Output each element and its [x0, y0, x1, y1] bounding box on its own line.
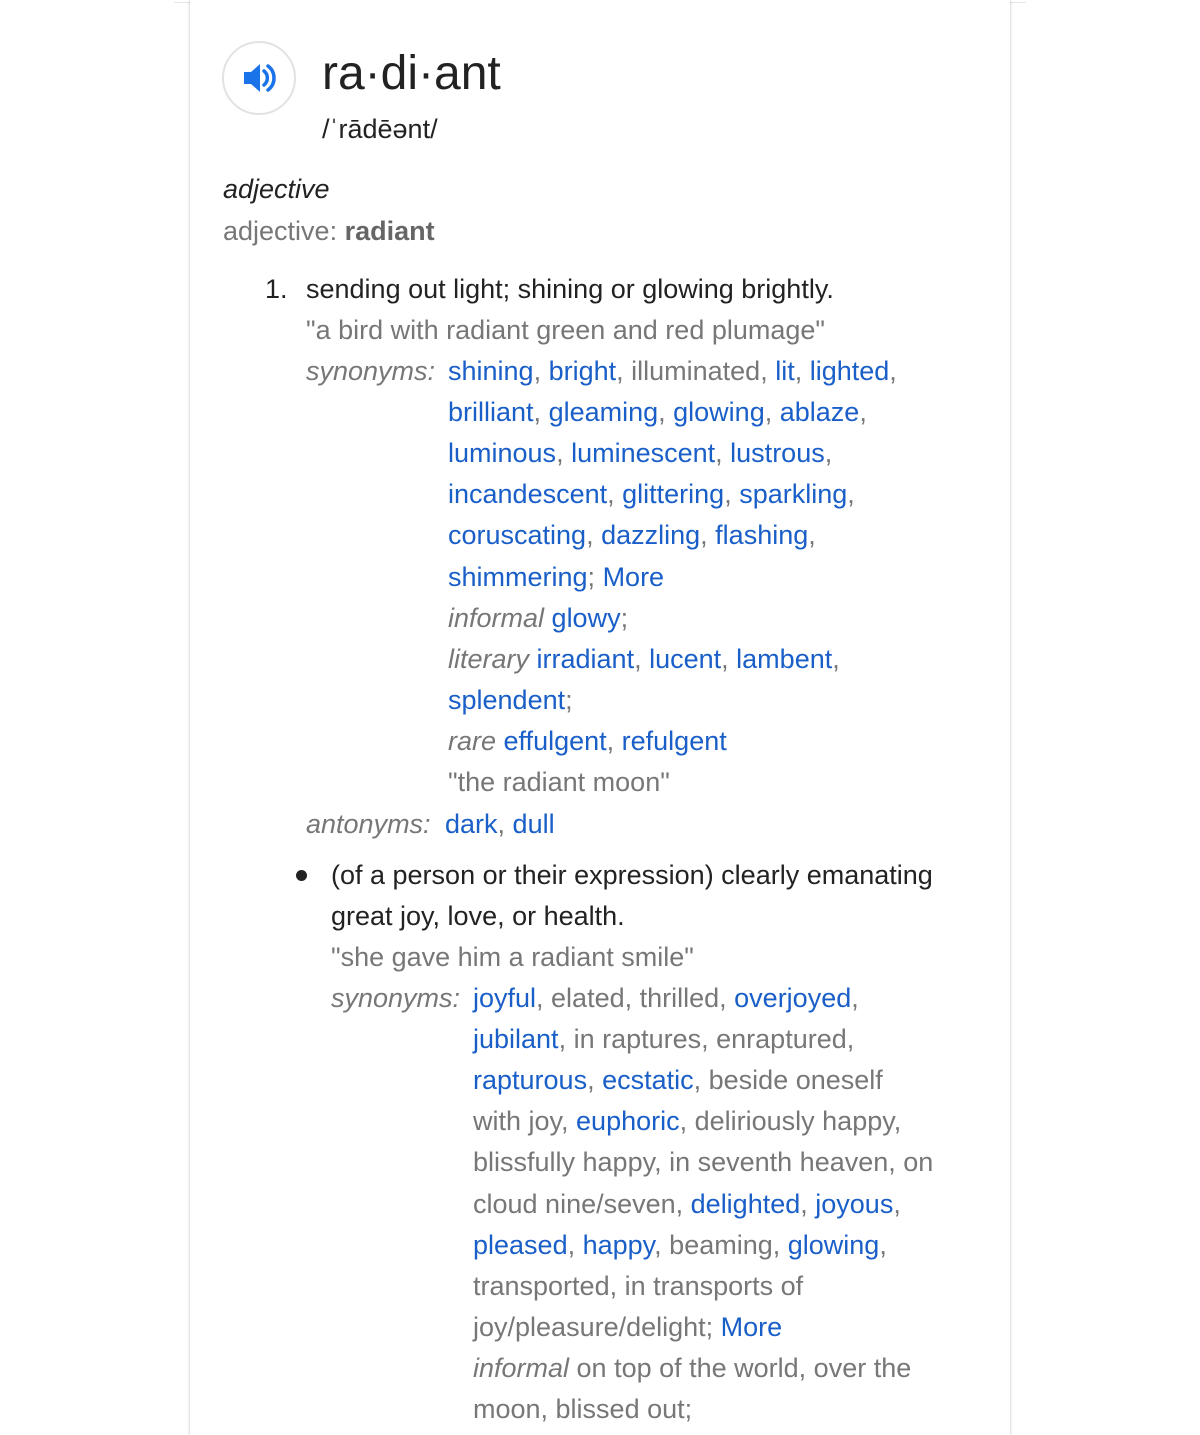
- synonym-text: ;: [620, 602, 629, 633]
- synonym-text: , in raptures, enraptured,: [558, 1024, 855, 1055]
- synonym-link[interactable]: flashing: [715, 520, 809, 551]
- sense2-synonyms-line: [473, 1351, 911, 1385]
- synonym-text: ,: [879, 1229, 887, 1260]
- synonym-link[interactable]: glowy: [551, 602, 621, 633]
- more-synonyms-link[interactable]: More: [720, 1311, 783, 1342]
- synonym-link[interactable]: dazzling: [601, 520, 701, 551]
- synonym-text: , beaming,: [654, 1229, 788, 1260]
- more-synonyms-link[interactable]: More: [602, 561, 665, 592]
- synonym-text: , elated, thrilled,: [536, 983, 735, 1013]
- sense1-synonyms-line: [448, 724, 727, 758]
- register-label: literary: [448, 643, 530, 674]
- synonym-text: ,: [851, 983, 859, 1013]
- sense1-synonyms-line: [448, 436, 832, 470]
- synonym-link[interactable]: brilliant: [448, 397, 534, 428]
- synonym-text: ,: [700, 520, 716, 551]
- synonym-text: "the radiant moon": [448, 767, 670, 797]
- sense2-example: "she gave him a radiant smile": [331, 942, 694, 972]
- synonym-link[interactable]: euphoric: [576, 1106, 680, 1137]
- register-label: rare: [448, 725, 497, 756]
- synonym-text: ,: [715, 438, 731, 469]
- sense2-synonyms-line: [473, 1310, 782, 1344]
- synonym-text: with joy,: [473, 1106, 577, 1137]
- synonym-link[interactable]: incandescent: [448, 479, 608, 510]
- synonym-link[interactable]: effulgent: [503, 725, 607, 756]
- synonym-text: joy/pleasure/delight;: [473, 1311, 721, 1342]
- volume-icon: [239, 58, 279, 98]
- pos-word: radiant: [344, 216, 435, 246]
- sense2-synonyms-line: [473, 1228, 887, 1262]
- pronunciation-speaker-button[interactable]: [222, 41, 296, 115]
- synonym-link[interactable]: gleaming: [548, 397, 659, 428]
- synonym-text: , deliriously happy,: [679, 1106, 902, 1137]
- synonym-link[interactable]: glittering: [622, 479, 725, 510]
- sense1-synonyms-line: [448, 601, 628, 635]
- synonym-text: ,: [533, 356, 549, 386]
- synonym-text: ,: [586, 520, 602, 551]
- synonym-link[interactable]: lucent: [649, 643, 722, 674]
- sense1-antonyms-label: antonyms:: [306, 809, 431, 839]
- synonym-link[interactable]: rapturous: [473, 1065, 588, 1096]
- synonym-text: ,: [808, 520, 816, 551]
- synonym-text: blissfully happy, in seventh heaven, on: [473, 1147, 934, 1178]
- synonym-link[interactable]: lambent: [736, 643, 833, 674]
- synonym-link[interactable]: jubilant: [473, 1024, 559, 1055]
- synonym-link[interactable]: coruscating: [448, 520, 587, 551]
- synonym-link[interactable]: dull: [512, 809, 555, 839]
- synonym-text: ,: [832, 643, 840, 674]
- sense1-antonyms-line: [445, 807, 555, 841]
- synonym-text: on top of the world, over the: [569, 1352, 912, 1383]
- pos-prefix: adjective:: [223, 216, 345, 246]
- sense1-synonyms-line: [448, 765, 670, 799]
- sense1-example: "a bird with radiant green and red plumage": [306, 315, 825, 345]
- synonym-text: ,: [859, 397, 867, 428]
- synonym-text: transported, in transports of: [473, 1270, 804, 1301]
- synonym-link[interactable]: joyful: [473, 983, 537, 1013]
- synonym-link[interactable]: delighted: [690, 1188, 801, 1219]
- synonym-text: cloud nine/seven,: [473, 1188, 691, 1219]
- synonym-link[interactable]: refulgent: [621, 725, 727, 756]
- synonym-text: [496, 726, 504, 756]
- synonym-link[interactable]: ablaze: [779, 397, 860, 428]
- sense2-synonyms-line: [473, 1022, 854, 1056]
- sense1-synonyms-line: [448, 642, 840, 676]
- synonym-link[interactable]: ecstatic: [602, 1065, 694, 1096]
- register-label: informal: [448, 602, 545, 633]
- synonym-link[interactable]: luminescent: [571, 438, 716, 469]
- synonym-link[interactable]: dark: [445, 809, 498, 839]
- sense2-bullet: [296, 870, 307, 881]
- synonym-text: ,: [847, 479, 855, 510]
- part-of-speech-line: [223, 214, 435, 248]
- synonym-link[interactable]: shining: [448, 356, 534, 386]
- synonym-text: ,: [889, 356, 897, 386]
- synonym-text: ,: [893, 1188, 901, 1219]
- synonym-text: ;: [565, 684, 573, 715]
- register-label: informal: [473, 1352, 570, 1383]
- synonym-link[interactable]: pleased: [473, 1229, 568, 1260]
- synonym-text: ,: [724, 479, 740, 510]
- synonym-link[interactable]: luminous: [448, 438, 557, 469]
- synonym-text: ,: [533, 397, 549, 428]
- synonym-link[interactable]: happy: [582, 1229, 655, 1260]
- synonym-text: ,: [658, 397, 674, 428]
- sense-number: 1.: [265, 274, 288, 304]
- sense1-synonyms-line: [448, 518, 816, 552]
- synonym-text: [529, 644, 537, 674]
- synonym-text: [544, 603, 552, 633]
- synonym-text: ,: [607, 479, 623, 510]
- synonym-text: ,: [606, 725, 622, 756]
- synonym-text: ,: [794, 356, 810, 386]
- phonetic-spelling: /ˈrādēənt/: [322, 114, 438, 144]
- synonym-link[interactable]: lighted: [809, 356, 890, 386]
- synonym-link[interactable]: lustrous: [730, 438, 825, 469]
- synonym-text: moon, blissed out;: [473, 1394, 693, 1424]
- sense2-definition-line1: (of a person or their expression) clearly emanating: [331, 860, 933, 890]
- synonym-link[interactable]: glowing: [673, 397, 765, 428]
- headword: ra·di·ant: [322, 47, 501, 100]
- synonym-text: ,: [800, 1188, 816, 1219]
- sense2-synonyms-label: synonyms:: [331, 983, 461, 1013]
- sense2-synonyms-line: [473, 1145, 933, 1179]
- sense1-synonyms-line: [448, 477, 855, 511]
- synonym-link[interactable]: splendent: [448, 684, 566, 715]
- synonym-text: , beside oneself: [693, 1065, 883, 1096]
- synonym-link[interactable]: joyous: [815, 1188, 894, 1219]
- sense2-synonyms-line: [473, 1187, 901, 1221]
- sense2-synonyms-line: [473, 1392, 692, 1426]
- synonym-text: ,: [721, 643, 737, 674]
- synonym-text: ,: [587, 1065, 603, 1096]
- synonym-link[interactable]: sparkling: [739, 479, 848, 510]
- synonym-link[interactable]: shimmering: [448, 561, 588, 592]
- synonym-text: ,: [567, 1229, 583, 1260]
- sense1-synonyms-line: [448, 354, 897, 388]
- synonym-text: ,: [764, 397, 780, 428]
- synonym-text: , illuminated,: [616, 356, 776, 386]
- synonym-text: ,: [634, 643, 650, 674]
- synonym-text: ,: [556, 438, 572, 469]
- synonym-link[interactable]: irradiant: [536, 643, 635, 674]
- synonym-text: ,: [497, 809, 513, 839]
- sense2-synonyms-line: [473, 1104, 901, 1138]
- synonym-link[interactable]: glowing: [787, 1229, 880, 1260]
- sense2-synonyms-line: [473, 1063, 883, 1097]
- synonym-text: ;: [587, 561, 603, 592]
- sense1-synonyms-line: [448, 683, 573, 717]
- sense1-synonyms-line: [448, 395, 867, 429]
- sense1-definition: sending out light; shining or glowing brightly.: [306, 274, 834, 304]
- sense2-synonyms-line: [473, 1269, 803, 1303]
- sense1-synonyms-line: [448, 560, 664, 594]
- synonym-link[interactable]: bright: [548, 356, 617, 386]
- part-of-speech: adjective: [223, 174, 330, 204]
- synonym-link[interactable]: overjoyed: [734, 983, 852, 1013]
- synonym-text: ,: [824, 438, 833, 469]
- sense1-synonyms-label: synonyms:: [306, 356, 436, 386]
- sense2-definition-line2: great joy, love, or health.: [331, 901, 625, 931]
- synonym-link[interactable]: lit: [775, 356, 795, 386]
- sense2-synonyms-line: [473, 981, 859, 1015]
